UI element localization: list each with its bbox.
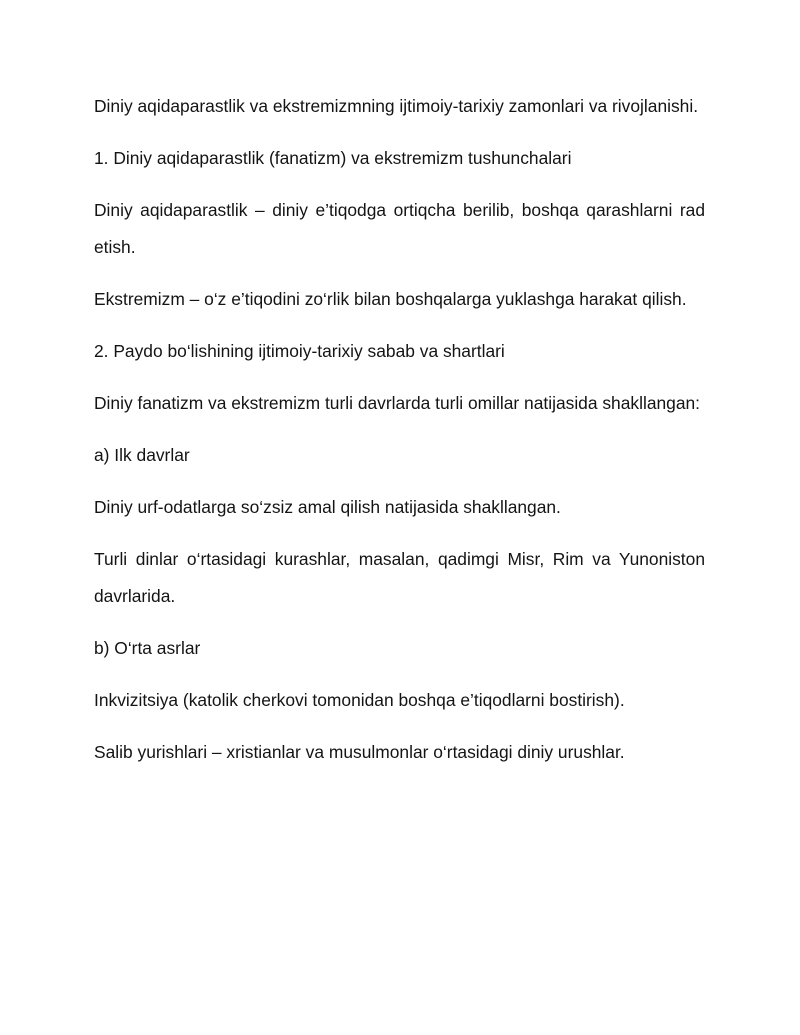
paragraph-definition-fanaticism: Diniy aqidaparastlik – diniy e’tiqodga ortiqcha berilib, boshqa qarashlarni rad etish. <box>94 200 705 257</box>
subheading-middle-ages: b) O‘rta asrlar <box>94 638 201 658</box>
document-body <box>94 88 705 786</box>
subheading-early-periods: a) Ilk davrlar <box>94 445 190 465</box>
paragraph-definition-extremism: Ekstremizm – o‘z e’tiqodini zo‘rlik bilan boshqalarga yuklashga harakat qilish. <box>94 289 687 309</box>
paragraph-intro: Diniy fanatizm va ekstremizm turli davrlarda turli omillar natijasida shakllangan: <box>94 393 701 413</box>
section-heading-2: 2. Paydo bo‘lishining ijtimoiy-tarixiy sabab va shartlari <box>94 341 505 361</box>
paragraph-middle-1: Inkvizitsiya (katolik cherkovi tomonidan boshqa e’tiqodlarni bostirish). <box>94 690 625 710</box>
paragraph-early-1: Diniy urf-odatlarga so‘zsiz amal qilish natijasida shakllangan. <box>94 497 561 517</box>
section-heading-1: 1. Diniy aqidaparastlik (fanatizm) va ekstremizm tushunchalari <box>94 148 572 168</box>
document-title: Diniy aqidaparastlik va ekstremizmning ijtimoiy-tarixiy zamonlari va rivojlanishi. <box>94 96 699 116</box>
paragraph-middle-2: Salib yurishlari – xristianlar va musulmonlar o‘rtasidagi diniy urushlar. <box>94 742 625 762</box>
paragraph-early-2: Turli dinlar o‘rtasidagi kurashlar, masalan, qadimgi Misr, Rim va Yunoniston davrlarida. <box>94 549 705 606</box>
